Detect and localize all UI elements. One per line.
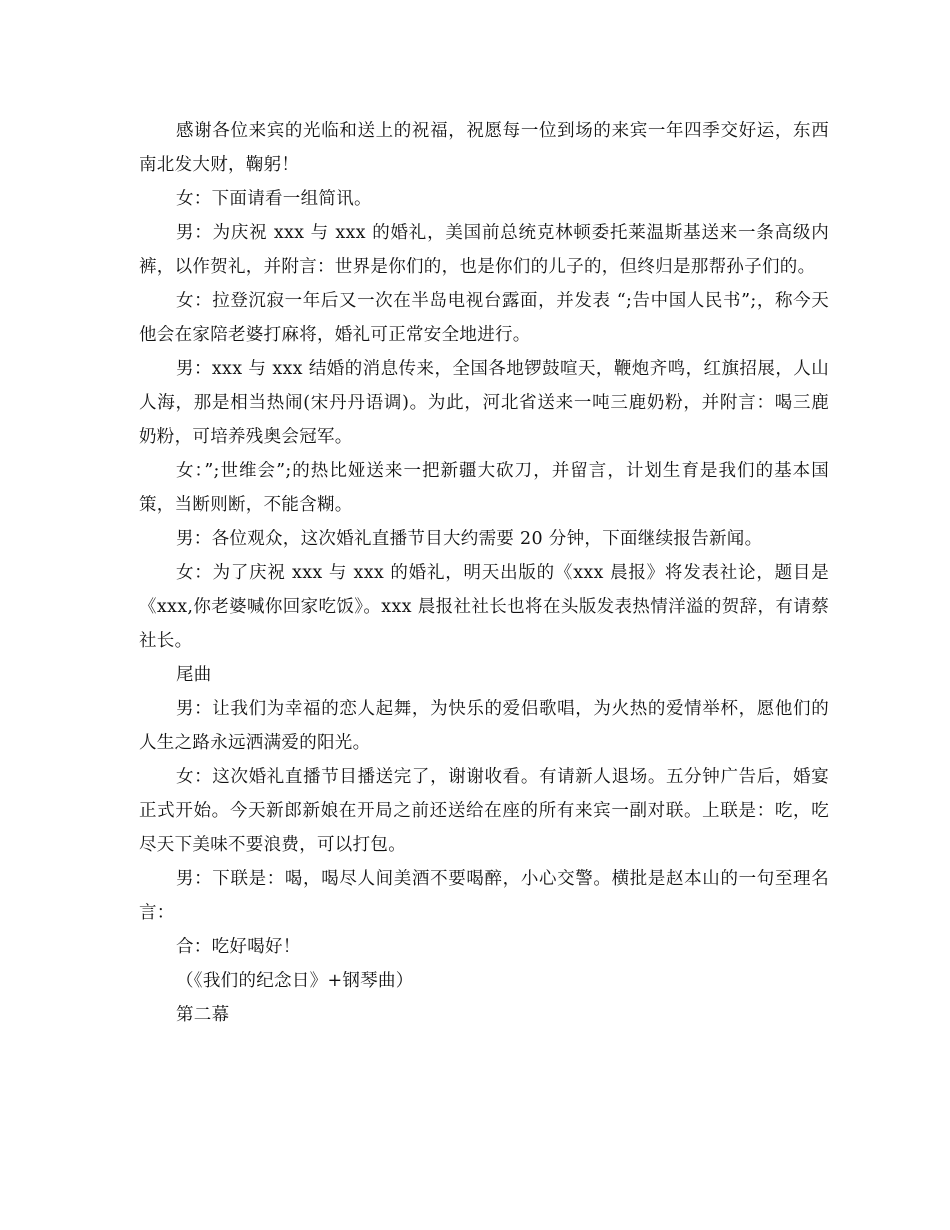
paragraph-news-1: 男：为庆祝 xxx 与 xxx 的婚礼，美国前总统克林顿委托莱温斯基送来一条高级内裤，以作贺礼，并附言：世界是你们的，也是你们的儿子的，但终归是那帮孙子们的。	[139, 223, 829, 277]
paragraph-news-3: 男：xxx 与 xxx 结婚的消息传来，全国各地锣鼓喧天，鞭炮齐鸣，红旗招展，人山人海，那是相当热闹(宋丹丹语调)。为此，河北省送来一吨三鹿奶粉，并附言：喝三鹿奶粉，可培养残奥会冠军。	[139, 359, 829, 447]
paragraph-finale-3: 男：下联是：喝，喝尽人间美酒不要喝醉，小心交警。横批是赵本山的一句至理名言：	[139, 869, 829, 923]
paragraph-news-4: 女：”;世维会”;的热比娅送来一把新疆大砍刀，并留言，计划生育是我们的基本国策，当断则断，不能含糊。	[139, 461, 829, 515]
paragraph-thanks: 感谢各位来宾的光临和送上的祝福，祝愿每一位到场的来宾一年四季交好运，东西南北发大财，鞠躬！	[139, 121, 829, 175]
document-page	[139, 114, 829, 1032]
section-heading-finale: 尾曲	[176, 665, 212, 685]
paragraph-news-5: 男：各位观众，这次婚礼直播节目大约需要 20 分钟，下面继续报告新闻。	[176, 529, 763, 549]
paragraph-finale-1: 男：让我们为幸福的恋人起舞，为快乐的爱侣歌唱，为火热的爱情举杯，愿他们的人生之路永远洒满爱的阳光。	[139, 699, 829, 753]
paragraph-finale-2: 女：这次婚礼直播节目播送完了，谢谢收看。有请新人退场。五分钟广告后，婚宴正式开始。今天新郎新娘在开局之前还送给在座的所有来宾一副对联。上联是：吃，吃尽天下美味不要浪费，可以打包。	[139, 767, 829, 855]
paragraph-news-2: 女：拉登沉寂一年后又一次在半岛电视台露面，并发表 “;告中国人民书”;，称今天他会在家陪老婆打麻将，婚礼可正常安全地进行。	[139, 291, 829, 345]
stage-direction: （《我们的纪念日》+钢琴曲）	[176, 971, 414, 991]
paragraph-news-6: 女：为了庆祝 xxx 与 xxx 的婚礼，明天出版的《xxx 晨报》将发表社论，题目是《xxx,你老婆喊你回家吃饭》。xxx 晨报社社长也将在头版发表热情洋溢的贺辞，有请蔡社长。	[139, 563, 829, 651]
paragraph-news-intro: 女：下面请看一组简讯。	[176, 189, 372, 209]
paragraph-finale-4: 合：吃好喝好！	[176, 937, 301, 957]
section-heading-act-two: 第二幕	[176, 1005, 230, 1025]
